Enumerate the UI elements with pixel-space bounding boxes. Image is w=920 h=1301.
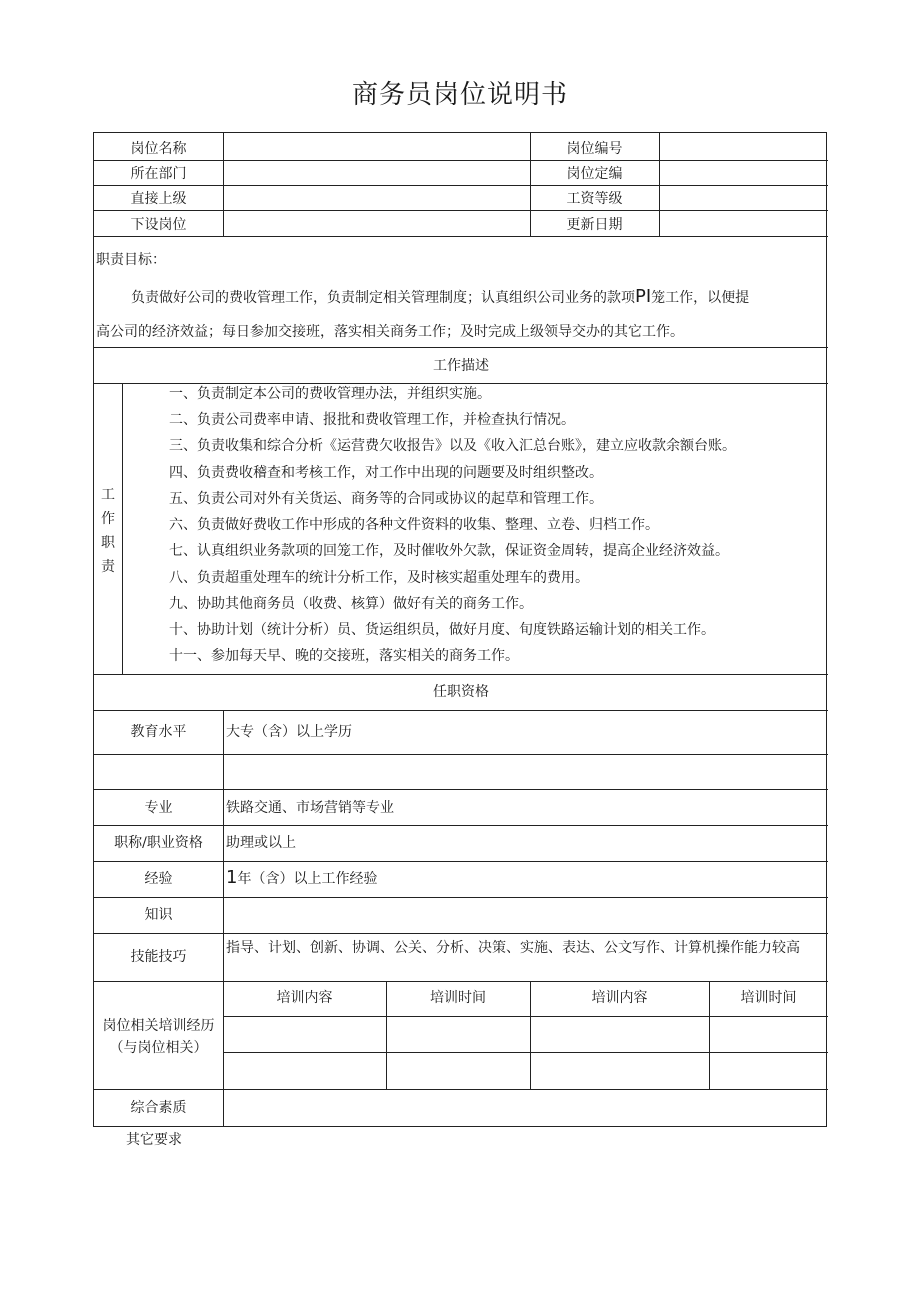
duty-item: 四、负责费收稽查和考核工作，对工作中出现的问题要及时组织整改。 [169,465,603,481]
qualifications-header: 任职资格 [433,684,489,700]
goal-line-2: 高公司的经济效益；每日参加交接班，落实相关商务工作；及时完成上级领导交办的其它工作。 [96,324,684,340]
col-divider [122,383,123,674]
supervisor-label: 直接上级 [130,191,187,207]
duty-item: 九、协助其他商务员（收费、核算）做好有关的商务工作。 [169,596,533,612]
training-header: 培训时间 [740,990,797,1006]
subordinate-label: 下设岗位 [130,217,187,233]
headcount-label: 岗位定编 [566,166,623,182]
skills-value: 指导、计划、创新、协调、公关、分析、决策、实施、表达、公文写作、计算机操作能力较高 [226,940,800,956]
title-label: 职称/职业资格 [114,835,203,851]
goal-line-1-a: 负责做好公司的费收管理工作，负责制定相关管理制度；认真组织公司业务的款项 [131,290,635,306]
experience-label: 经验 [144,871,173,887]
side-label-char: 作 [101,511,115,527]
education-value: 大专（含）以上学历 [226,724,352,740]
training-label: 岗位相关培训经历 [102,1018,215,1034]
row-divider [94,383,828,384]
col-divider [223,710,224,1127]
row-divider [94,185,828,186]
row-divider [94,1089,828,1090]
major-value: 铁路交通、市场营销等专业 [226,800,394,816]
training-label-sub: （与岗位相关） [109,1040,208,1056]
position-name-label: 岗位名称 [130,141,187,157]
duty-item: 一、负责制定本公司的费收管理办法，并组织实施。 [169,386,491,402]
row-divider [94,825,828,826]
major-label: 专业 [144,800,173,816]
col-divider [659,133,660,236]
other-requirements: 其它要求 [126,1132,182,1148]
row-divider [94,754,828,755]
work-description-header: 工作描述 [433,358,489,374]
goal-line-1 [131,288,749,307]
side-label-char: 责 [101,559,115,575]
training-header: 培训内容 [591,990,648,1006]
side-label-char: 职 [101,535,115,551]
update-date-label: 更新日期 [566,217,623,233]
experience-text: 年（含）以上工作经验 [237,871,378,887]
goal-line-1-b: 笼工作，以便提 [651,290,750,306]
row-divider [94,160,828,161]
row-divider [223,1052,828,1053]
goal-line-1-pi: PI [635,286,652,307]
position-no-label: 岗位编号 [566,141,623,157]
knowledge-label: 知识 [144,907,173,923]
duty-item: 三、负责收集和综合分析《运营费欠收报告》以及《收入汇总台账》，建立应收款余额台账。 [169,438,736,454]
duty-item: 十一、参加每天早、晚的交接班，落实相关的商务工作。 [169,648,519,664]
title-value: 助理或以上 [226,835,296,851]
row-divider [94,674,828,675]
row-divider [94,789,828,790]
row-divider [94,210,828,211]
duty-item: 十、协助计划（统计分析）员、货运组织员，做好月度、旬度铁路运输计划的相关工作。 [169,622,715,638]
training-header: 培训内容 [276,990,333,1006]
duty-item: 二、负责公司费率申请、报批和费收管理工作，并检查执行情况。 [169,412,575,428]
skills-label: 技能技巧 [130,949,187,965]
side-label-char: 工 [101,487,115,503]
duty-item: 六、负责做好费收工作中形成的各种文件资料的收集、整理、立卷、归档工作。 [169,517,659,533]
row-divider [94,710,828,711]
overall-label: 综合素质 [130,1100,187,1116]
experience-value [226,869,377,888]
experience-num: 1 [226,867,238,888]
row-divider [94,981,828,982]
row-divider [94,897,828,898]
row-divider [94,933,828,934]
row-divider [94,347,828,348]
education-label: 教育水平 [130,724,187,740]
row-divider [94,236,828,237]
row-divider [223,1016,828,1017]
training-header: 培训时间 [430,990,486,1006]
department-label: 所在部门 [130,166,187,182]
page-title: 商务员岗位说明书 [351,80,568,110]
duty-item: 八、负责超重处理车的统计分析工作，及时核实超重处理车的费用。 [169,570,589,586]
row-divider [94,861,828,862]
job-description-table [93,132,827,1127]
duty-item: 五、负责公司对外有关货运、商务等的合同或协议的起草和管理工作。 [169,491,603,507]
goal-label: 职责目标： [96,252,166,268]
col-divider [223,133,224,236]
salary-grade-label: 工资等级 [566,191,623,207]
duty-item: 七、认真组织业务款项的回笼工作，及时催收外欠款，保证资金周转，提高企业经济效益。 [169,543,729,559]
